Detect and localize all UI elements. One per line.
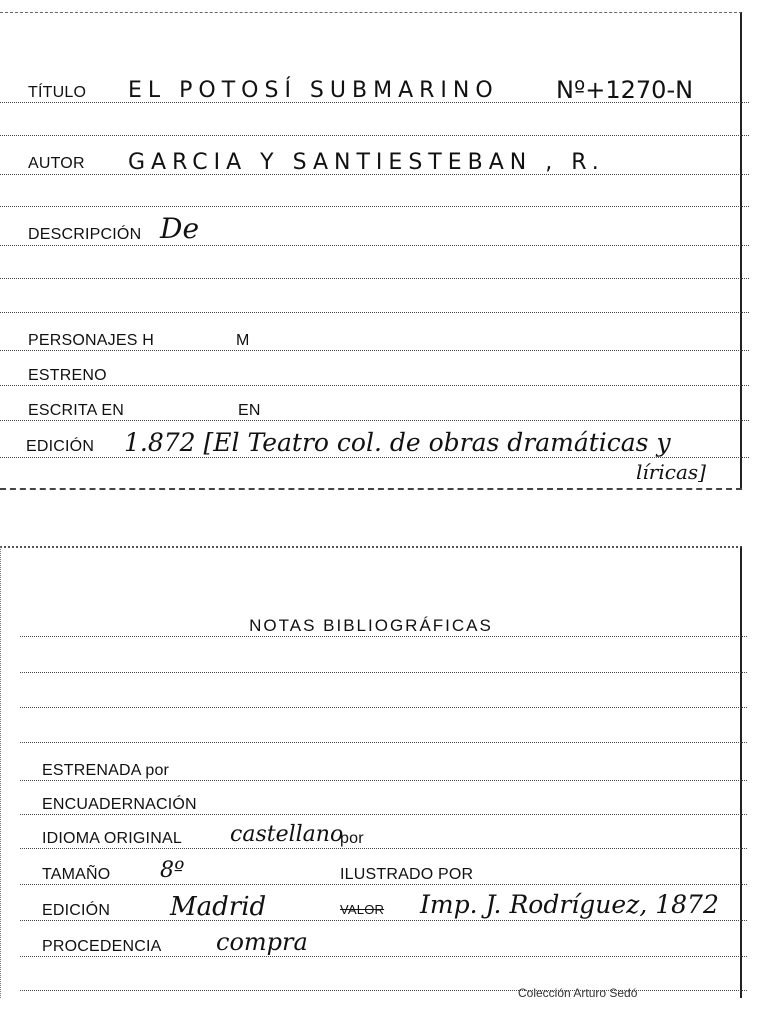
notas-line-3 bbox=[20, 707, 747, 708]
idioma-por-label: por bbox=[340, 830, 364, 847]
descripcion-line-3 bbox=[0, 312, 749, 313]
edicion-value: 1.872 [El Teatro col. de obras dramáticas y bbox=[124, 428, 671, 457]
escrita-label: ESCRITA EN bbox=[28, 402, 124, 419]
procedencia-label: PROCEDENCIA bbox=[42, 938, 162, 955]
estrenada-label: ESTRENADA por bbox=[42, 762, 170, 779]
tamano-value: 8º bbox=[160, 858, 185, 883]
titulo-number: Nº+1270-N bbox=[556, 76, 694, 104]
escrita-en-label: EN bbox=[238, 402, 261, 419]
encuadernacion-label: ENCUADERNACIÓN bbox=[42, 796, 197, 813]
card-bottom-edge bbox=[0, 488, 742, 490]
edicion-back-line bbox=[20, 920, 747, 921]
idioma-label: IDIOMA ORIGINAL bbox=[42, 830, 182, 847]
notas-line-4 bbox=[20, 742, 747, 743]
edicion-printer: Imp. J. Rodríguez, 1872 bbox=[420, 890, 719, 919]
edicion-value-cont: líricas] bbox=[636, 460, 706, 484]
escrita-line bbox=[0, 420, 749, 421]
edicion-back-label: EDICIÓN bbox=[42, 902, 111, 919]
descripcion-label: DESCRIPCIÓN bbox=[28, 226, 142, 243]
personajes-m-label: M bbox=[236, 332, 250, 349]
edicion-line bbox=[0, 457, 749, 458]
titulo-value: EL POTOSÍ SUBMARINO bbox=[128, 78, 499, 103]
descripcion-line bbox=[0, 245, 749, 246]
idioma-line bbox=[20, 848, 747, 849]
estreno-line bbox=[0, 385, 749, 386]
descripcion-line-2 bbox=[0, 278, 749, 279]
titulo-line-2 bbox=[0, 135, 749, 136]
collection-footer: Colección Arturo Sedó bbox=[518, 986, 638, 1000]
procedencia-line bbox=[20, 956, 747, 957]
autor-line-2 bbox=[0, 206, 749, 207]
edicion-place: Madrid bbox=[170, 892, 267, 922]
autor-label: AUTOR bbox=[28, 155, 85, 172]
autor-value: GARCIA Y SANTIESTEBAN , R. bbox=[128, 150, 605, 175]
valor-label: VALOR bbox=[340, 902, 385, 917]
estreno-label: ESTRENO bbox=[28, 367, 107, 384]
titulo-label: TÍTULO bbox=[28, 84, 87, 101]
encuadernacion-line bbox=[20, 814, 747, 815]
notas-line-2 bbox=[20, 672, 747, 673]
idioma-value: castellano bbox=[230, 822, 344, 847]
personajes-label: PERSONAJES H bbox=[28, 332, 154, 349]
tamano-label: TAMAÑO bbox=[42, 866, 111, 883]
edicion-label: EDICIÓN bbox=[26, 438, 95, 455]
descripcion-value: De bbox=[160, 212, 200, 245]
notas-line-1 bbox=[20, 636, 747, 637]
ilustrado-label: ILUSTRADO POR bbox=[340, 866, 474, 883]
procedencia-line-2 bbox=[20, 990, 747, 991]
notas-bibliograficas-title: NOTAS BIBLIOGRÁFICAS bbox=[249, 616, 493, 635]
procedencia-value: compra bbox=[216, 928, 308, 956]
personajes-line bbox=[0, 350, 749, 351]
estrenada-line bbox=[20, 780, 747, 781]
tamano-line bbox=[20, 884, 747, 885]
